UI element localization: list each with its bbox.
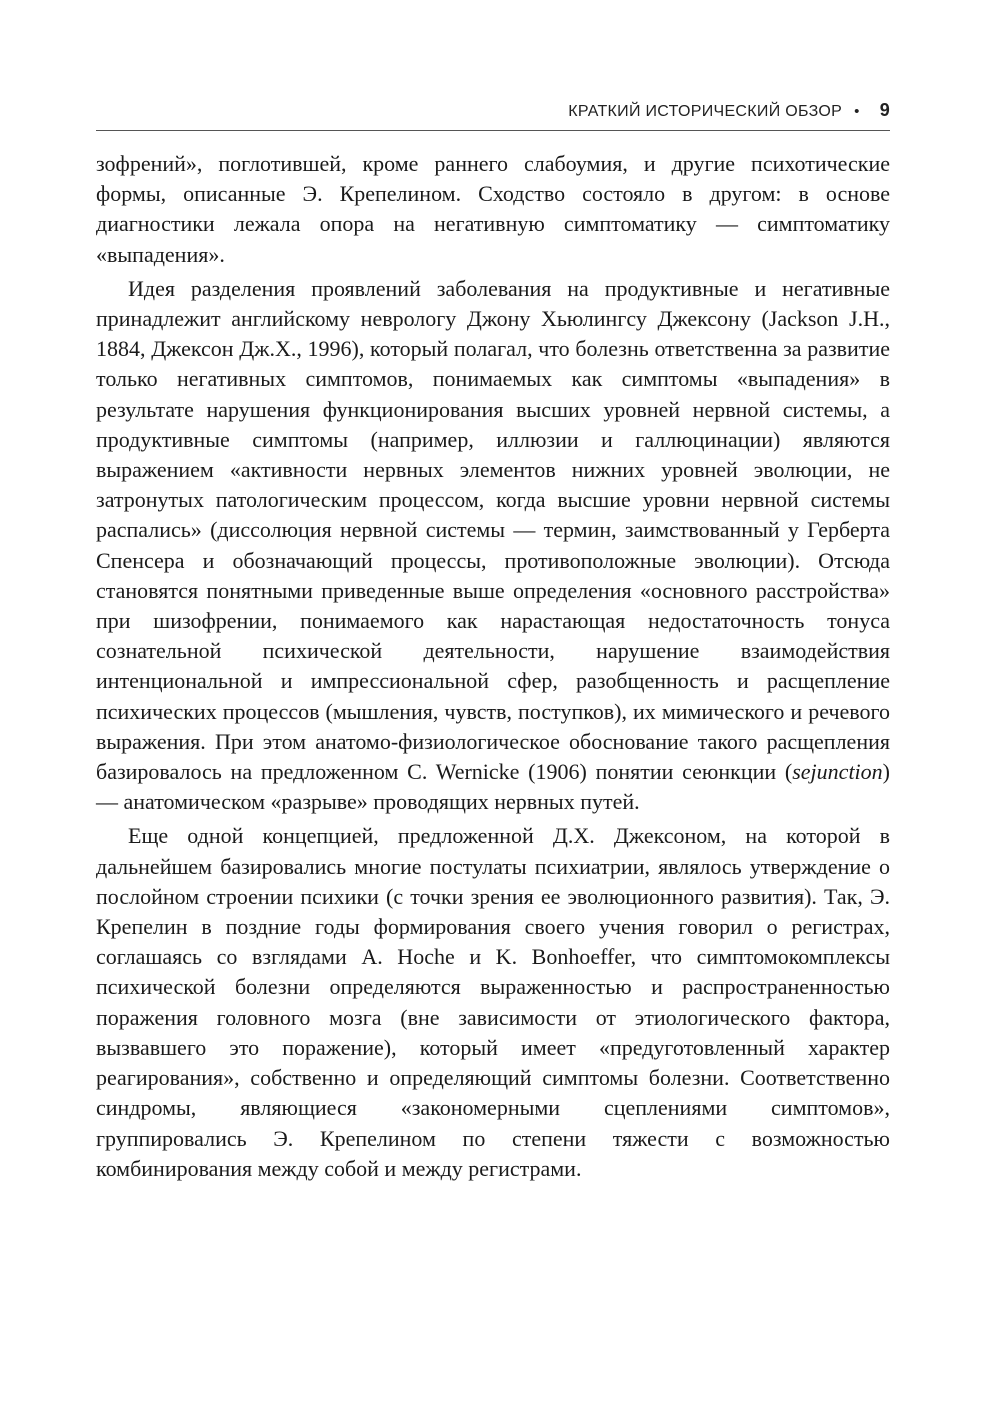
paragraph-2 xyxy=(96,274,890,818)
book-page xyxy=(96,100,890,1184)
section-title: КРАТКИЙ ИСТОРИЧЕСКИЙ ОБЗОР xyxy=(568,103,843,120)
paragraph-1: зофрений», поглотившей, кроме раннего слабоумия, и другие психотические формы, описанные Э. Крепелином. Сходство состояло в другом: в основе диагностики лежала опора на негативную симптоматику — симптоматику «выпадения». xyxy=(96,151,890,267)
paragraph-3: Еще одной концепцией, предложенной Д.Х. Джексоном, на которой в дальнейшем базировались многие постулаты психиатрии, являлось утверждение о послойном строении психики (с точки зрения ее эволюционного развития). Так, Э. Крепелин в поздние годы формирования своего учения говорил о регистрах, соглашаясь со взглядами A. Hoche и K. Bonhoeffer, что симптомокомплексы психической болезни определяются выраженностью и распространенностью поражения головного мозга (вне зависимости от этиологического фактора, вызвавшего это поражение), который имеет «предуготовленный характер реагирования», собственно и определяющий симптомы болезни. Соответственно синдромы, являющиеся «закономерными сцеплениями симптомов», группировались Э. Крепелином по степени тяжести с возможностью комбинирования между собой и между регистрами. xyxy=(96,823,890,1181)
paragraph-2-part-1: Идея разделения проявлений заболевания на продуктивные и негативные принадлежит английскому неврологу Джону Хьюлингсу Джексону (Jackson J.H., 1884, Джексон Дж.Х., 1996), который полагал, что болезнь ответственна за развитие только негативных симптомов, понимаемых как симптомы «выпадения» в результате нарушения функционирования высших уровней нервной системы, а продуктивные симптомы (например, иллюзии и галлюцинации) являются выражением «активности нервных элементов нижних уровней эволюции, не затронутых патологическим процессом, когда высшие уровни нервной системы распались» (диссолюция нервной системы — термин, заимствованный у Герберта Спенсера и обозначающий процессы, противоположные эволюции). Отсюда становятся понятными приведенные выше определения «основного расстройства» при шизофрении, понимаемого как нарастающая недостаточность тонуса сознательной психической деятельности, нарушение взаимодействия интенциональной и импрессиональной сфер, разобщенность и расщепление психических процессов (мышления, чувств, поступков), их мимического и речевого выражения. При этом анатомо-физиологическое обоснование такого расщепления базировалось на предложенном C. Wernicke (1906) понятии сеюнкции ( xyxy=(96,275,890,785)
page-number: 9 xyxy=(879,100,890,120)
header-separator: • xyxy=(854,103,860,120)
running-header xyxy=(96,100,890,128)
paragraph-2-part-2: ) — анатомическом «разрыве» проводящих нервных путей. xyxy=(96,759,890,815)
body-text xyxy=(96,149,890,1184)
italic-term: sejunction xyxy=(792,759,883,785)
header-rule xyxy=(96,130,890,131)
